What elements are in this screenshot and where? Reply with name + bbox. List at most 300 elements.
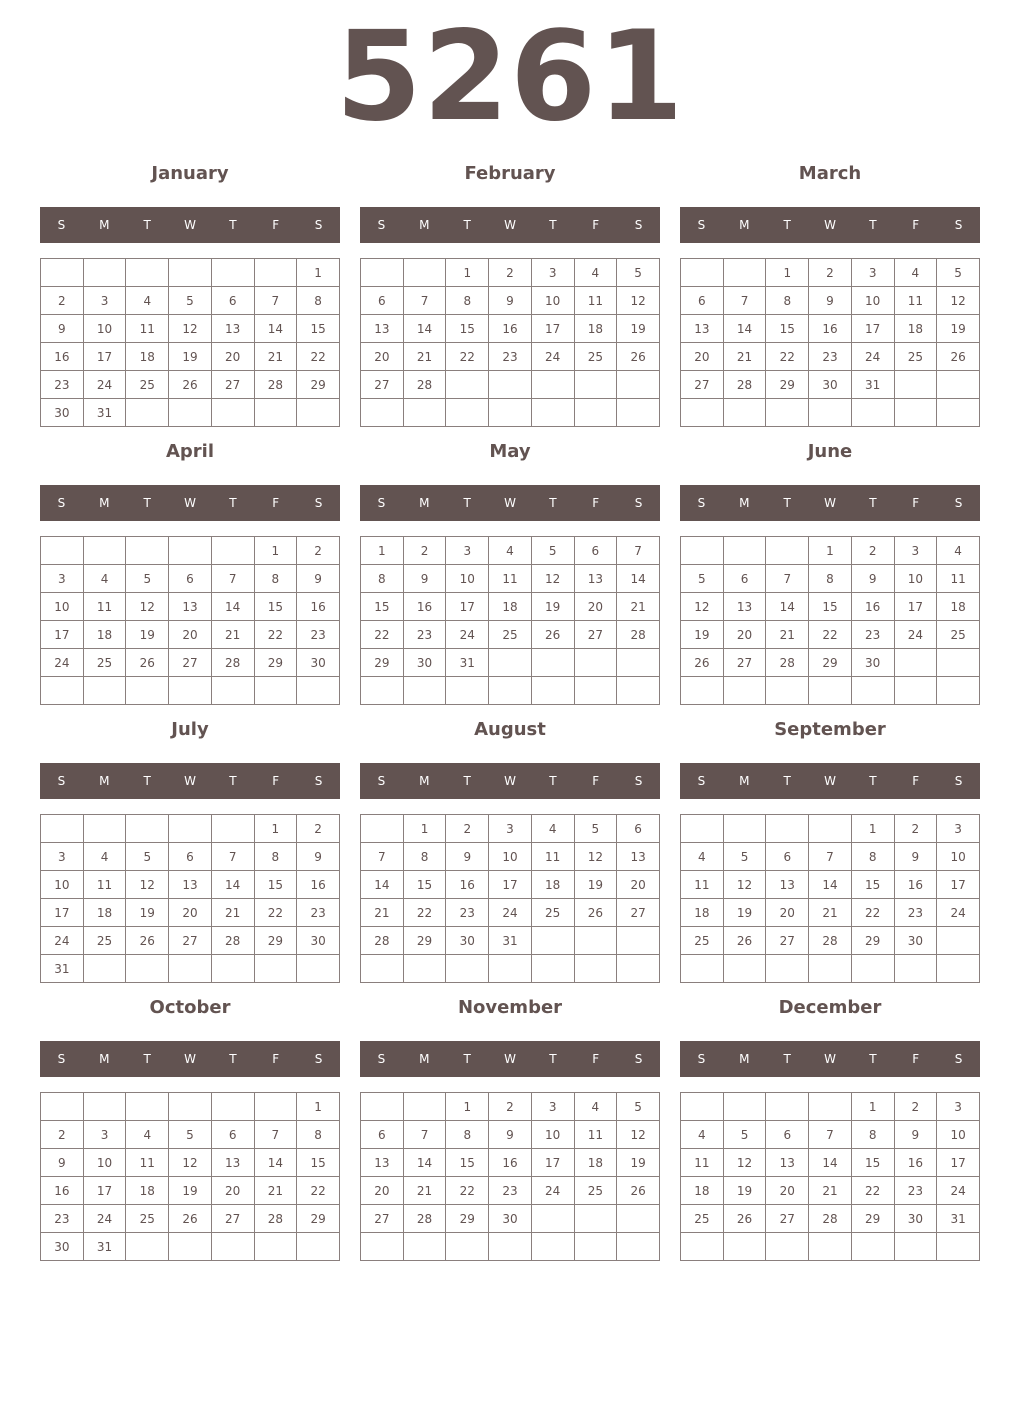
empty-day-cell bbox=[211, 1093, 254, 1121]
day-cell: 10 bbox=[83, 1149, 126, 1177]
empty-day-cell bbox=[681, 955, 724, 983]
day-cell: 25 bbox=[894, 343, 937, 371]
day-cell: 12 bbox=[126, 871, 169, 899]
day-cell: 8 bbox=[254, 565, 297, 593]
empty-day-cell bbox=[403, 1233, 446, 1261]
day-cell: 2 bbox=[489, 1093, 532, 1121]
day-cell: 14 bbox=[361, 871, 404, 899]
day-cell: 18 bbox=[894, 315, 937, 343]
week-row bbox=[681, 621, 980, 649]
weekday-label: F bbox=[912, 774, 920, 788]
day-cell: 8 bbox=[809, 565, 852, 593]
day-cell: 11 bbox=[574, 287, 617, 315]
day-cell: 4 bbox=[681, 843, 724, 871]
day-cell: 9 bbox=[894, 843, 937, 871]
day-cell: 28 bbox=[617, 621, 660, 649]
day-cell: 29 bbox=[254, 927, 297, 955]
week-row bbox=[361, 871, 660, 899]
day-cell: 20 bbox=[211, 343, 254, 371]
weekday-label: T bbox=[549, 218, 557, 232]
days-table bbox=[680, 536, 980, 705]
day-cell: 19 bbox=[617, 1149, 660, 1177]
day-cell: 25 bbox=[531, 899, 574, 927]
weekday-label: S bbox=[57, 496, 66, 510]
empty-day-cell bbox=[723, 259, 766, 287]
day-cell: 13 bbox=[169, 871, 212, 899]
empty-day-cell bbox=[617, 399, 660, 427]
day-cell: 29 bbox=[403, 927, 446, 955]
empty-day-cell bbox=[681, 1233, 724, 1261]
weekday-label: S bbox=[377, 774, 386, 788]
day-cell: 27 bbox=[169, 927, 212, 955]
empty-day-cell bbox=[617, 649, 660, 677]
day-cell: 20 bbox=[169, 621, 212, 649]
day-cell: 5 bbox=[126, 843, 169, 871]
week-row bbox=[361, 677, 660, 705]
month-name: May bbox=[489, 441, 531, 462]
day-cell: 26 bbox=[169, 371, 212, 399]
day-cell: 31 bbox=[851, 371, 894, 399]
day-cell: 24 bbox=[531, 343, 574, 371]
week-row bbox=[41, 621, 340, 649]
day-cell: 28 bbox=[766, 649, 809, 677]
empty-day-cell bbox=[126, 259, 169, 287]
day-cell: 25 bbox=[489, 621, 532, 649]
empty-day-cell bbox=[531, 399, 574, 427]
weekday-label: F bbox=[592, 774, 600, 788]
day-cell: 4 bbox=[126, 1121, 169, 1149]
day-cell: 17 bbox=[937, 871, 980, 899]
empty-day-cell bbox=[446, 371, 489, 399]
day-cell: 11 bbox=[489, 565, 532, 593]
day-cell: 11 bbox=[937, 565, 980, 593]
day-cell: 30 bbox=[41, 1233, 84, 1261]
empty-day-cell bbox=[617, 927, 660, 955]
weekday-label: T bbox=[463, 1052, 471, 1066]
day-cell: 31 bbox=[41, 955, 84, 983]
day-cell: 19 bbox=[723, 1177, 766, 1205]
empty-day-cell bbox=[254, 259, 297, 287]
week-row bbox=[681, 899, 980, 927]
day-cell: 24 bbox=[531, 1177, 574, 1205]
day-cell: 10 bbox=[489, 843, 532, 871]
week-row bbox=[361, 815, 660, 843]
day-cell: 22 bbox=[446, 1177, 489, 1205]
day-cell: 23 bbox=[403, 621, 446, 649]
weekday-label: M bbox=[739, 218, 750, 232]
day-cell: 16 bbox=[489, 315, 532, 343]
day-cell: 9 bbox=[446, 843, 489, 871]
week-row bbox=[361, 927, 660, 955]
weekday-label: S bbox=[954, 1052, 963, 1066]
day-cell: 30 bbox=[894, 927, 937, 955]
day-cell: 9 bbox=[41, 315, 84, 343]
day-cell: 16 bbox=[41, 343, 84, 371]
day-cell: 14 bbox=[403, 315, 446, 343]
day-cell: 27 bbox=[361, 1205, 404, 1233]
empty-day-cell bbox=[894, 399, 937, 427]
day-cell: 28 bbox=[211, 927, 254, 955]
week-row bbox=[41, 399, 340, 427]
weekday-label: T bbox=[869, 774, 877, 788]
day-cell: 15 bbox=[254, 593, 297, 621]
weekday-label: T bbox=[869, 218, 877, 232]
day-cell: 30 bbox=[446, 927, 489, 955]
day-cell: 11 bbox=[83, 871, 126, 899]
day-cell: 14 bbox=[211, 871, 254, 899]
day-cell: 23 bbox=[41, 1205, 84, 1233]
empty-day-cell bbox=[574, 677, 617, 705]
empty-day-cell bbox=[574, 955, 617, 983]
empty-day-cell bbox=[403, 955, 446, 983]
day-cell: 21 bbox=[723, 343, 766, 371]
weekday-label: S bbox=[314, 496, 323, 510]
empty-day-cell bbox=[574, 371, 617, 399]
empty-day-cell bbox=[446, 677, 489, 705]
empty-day-cell bbox=[297, 677, 340, 705]
weekday-label: S bbox=[697, 496, 706, 510]
day-cell: 5 bbox=[169, 287, 212, 315]
day-cell: 31 bbox=[446, 649, 489, 677]
day-cell: 12 bbox=[723, 871, 766, 899]
week-row bbox=[681, 1149, 980, 1177]
day-cell: 9 bbox=[809, 287, 852, 315]
day-cell: 13 bbox=[211, 1149, 254, 1177]
day-cell: 20 bbox=[361, 343, 404, 371]
weekday-label: M bbox=[99, 1052, 110, 1066]
day-cell: 23 bbox=[489, 1177, 532, 1205]
empty-day-cell bbox=[809, 677, 852, 705]
week-row bbox=[361, 287, 660, 315]
day-cell: 28 bbox=[254, 1205, 297, 1233]
day-cell: 1 bbox=[403, 815, 446, 843]
day-cell: 17 bbox=[531, 315, 574, 343]
day-cell: 22 bbox=[809, 621, 852, 649]
day-cell: 26 bbox=[169, 1205, 212, 1233]
week-row bbox=[681, 677, 980, 705]
empty-day-cell bbox=[531, 677, 574, 705]
day-cell: 28 bbox=[211, 649, 254, 677]
day-cell: 5 bbox=[617, 1093, 660, 1121]
days-table bbox=[680, 1092, 980, 1261]
weekday-label: W bbox=[824, 1052, 836, 1066]
weekday-label: S bbox=[57, 774, 66, 788]
empty-day-cell bbox=[809, 1233, 852, 1261]
weekday-label: W bbox=[504, 496, 516, 510]
week-row bbox=[41, 1093, 340, 1121]
empty-day-cell bbox=[531, 955, 574, 983]
day-cell: 10 bbox=[531, 1121, 574, 1149]
day-cell: 23 bbox=[809, 343, 852, 371]
day-cell: 26 bbox=[617, 1177, 660, 1205]
day-cell: 10 bbox=[83, 315, 126, 343]
day-cell: 13 bbox=[766, 871, 809, 899]
empty-day-cell bbox=[83, 259, 126, 287]
empty-day-cell bbox=[211, 677, 254, 705]
week-row bbox=[41, 677, 340, 705]
weekday-label: F bbox=[272, 496, 280, 510]
empty-day-cell bbox=[681, 815, 724, 843]
day-cell: 22 bbox=[851, 899, 894, 927]
weekday-header bbox=[360, 763, 660, 799]
weekday-label: W bbox=[504, 1052, 516, 1066]
day-cell: 24 bbox=[41, 927, 84, 955]
empty-day-cell bbox=[681, 259, 724, 287]
weekday-label: S bbox=[954, 218, 963, 232]
empty-day-cell bbox=[254, 1093, 297, 1121]
empty-day-cell bbox=[937, 955, 980, 983]
day-cell: 6 bbox=[211, 287, 254, 315]
month-name: January bbox=[151, 163, 229, 184]
day-cell: 18 bbox=[531, 871, 574, 899]
empty-day-cell bbox=[361, 677, 404, 705]
weekday-label: S bbox=[57, 218, 66, 232]
day-cell: 10 bbox=[531, 287, 574, 315]
weekday-header bbox=[360, 485, 660, 521]
empty-day-cell bbox=[574, 1233, 617, 1261]
day-cell: 27 bbox=[617, 899, 660, 927]
empty-day-cell bbox=[489, 1233, 532, 1261]
empty-day-cell bbox=[851, 399, 894, 427]
day-cell: 27 bbox=[766, 1205, 809, 1233]
day-cell: 1 bbox=[446, 259, 489, 287]
day-cell: 10 bbox=[937, 1121, 980, 1149]
day-cell: 7 bbox=[403, 1121, 446, 1149]
empty-day-cell bbox=[446, 955, 489, 983]
empty-day-cell bbox=[361, 815, 404, 843]
empty-day-cell bbox=[83, 815, 126, 843]
day-cell: 27 bbox=[681, 371, 724, 399]
empty-day-cell bbox=[169, 1233, 212, 1261]
day-cell: 3 bbox=[851, 259, 894, 287]
day-cell: 24 bbox=[83, 1205, 126, 1233]
day-cell: 6 bbox=[211, 1121, 254, 1149]
day-cell: 6 bbox=[361, 287, 404, 315]
empty-day-cell bbox=[681, 399, 724, 427]
weekday-label: F bbox=[912, 496, 920, 510]
empty-day-cell bbox=[489, 955, 532, 983]
weekday-label: F bbox=[912, 218, 920, 232]
day-cell: 19 bbox=[169, 1177, 212, 1205]
weekday-label: T bbox=[143, 774, 151, 788]
empty-day-cell bbox=[211, 259, 254, 287]
empty-day-cell bbox=[894, 371, 937, 399]
day-cell: 3 bbox=[446, 537, 489, 565]
weekday-label: S bbox=[377, 1052, 386, 1066]
day-cell: 9 bbox=[403, 565, 446, 593]
empty-day-cell bbox=[211, 1233, 254, 1261]
weekday-label: S bbox=[954, 496, 963, 510]
week-row bbox=[361, 1205, 660, 1233]
day-cell: 23 bbox=[297, 899, 340, 927]
week-row bbox=[361, 649, 660, 677]
day-cell: 16 bbox=[446, 871, 489, 899]
day-cell: 13 bbox=[723, 593, 766, 621]
day-cell: 8 bbox=[361, 565, 404, 593]
day-cell: 11 bbox=[126, 315, 169, 343]
day-cell: 3 bbox=[41, 565, 84, 593]
day-cell: 1 bbox=[361, 537, 404, 565]
day-cell: 30 bbox=[851, 649, 894, 677]
day-cell: 1 bbox=[851, 1093, 894, 1121]
day-cell: 11 bbox=[681, 1149, 724, 1177]
weekday-label: M bbox=[419, 774, 430, 788]
day-cell: 20 bbox=[723, 621, 766, 649]
month-name: October bbox=[149, 997, 231, 1018]
day-cell: 8 bbox=[297, 1121, 340, 1149]
day-cell: 7 bbox=[809, 843, 852, 871]
empty-day-cell bbox=[574, 1205, 617, 1233]
day-cell: 27 bbox=[766, 927, 809, 955]
day-cell: 13 bbox=[766, 1149, 809, 1177]
day-cell: 11 bbox=[126, 1149, 169, 1177]
empty-day-cell bbox=[809, 955, 852, 983]
week-row bbox=[41, 1233, 340, 1261]
empty-day-cell bbox=[723, 1233, 766, 1261]
day-cell: 28 bbox=[809, 1205, 852, 1233]
day-cell: 30 bbox=[41, 399, 84, 427]
week-row bbox=[361, 593, 660, 621]
empty-day-cell bbox=[937, 649, 980, 677]
empty-day-cell bbox=[531, 1233, 574, 1261]
day-cell: 7 bbox=[766, 565, 809, 593]
week-row bbox=[681, 927, 980, 955]
day-cell: 12 bbox=[723, 1149, 766, 1177]
empty-day-cell bbox=[851, 1233, 894, 1261]
day-cell: 4 bbox=[83, 843, 126, 871]
empty-day-cell bbox=[937, 927, 980, 955]
week-row bbox=[41, 259, 340, 287]
empty-day-cell bbox=[809, 815, 852, 843]
day-cell: 18 bbox=[489, 593, 532, 621]
day-cell: 17 bbox=[531, 1149, 574, 1177]
day-cell: 18 bbox=[681, 1177, 724, 1205]
day-cell: 31 bbox=[489, 927, 532, 955]
day-cell: 7 bbox=[361, 843, 404, 871]
day-cell: 15 bbox=[446, 315, 489, 343]
day-cell: 5 bbox=[723, 843, 766, 871]
day-cell: 5 bbox=[617, 259, 660, 287]
days-table bbox=[680, 814, 980, 983]
day-cell: 5 bbox=[723, 1121, 766, 1149]
weekday-label: W bbox=[184, 218, 196, 232]
week-row bbox=[361, 565, 660, 593]
day-cell: 14 bbox=[809, 1149, 852, 1177]
day-cell: 24 bbox=[937, 1177, 980, 1205]
weekday-label: S bbox=[697, 1052, 706, 1066]
day-cell: 25 bbox=[83, 649, 126, 677]
day-cell: 25 bbox=[937, 621, 980, 649]
day-cell: 12 bbox=[574, 843, 617, 871]
month-name: November bbox=[457, 997, 563, 1018]
day-cell: 13 bbox=[681, 315, 724, 343]
day-cell: 19 bbox=[723, 899, 766, 927]
day-cell: 1 bbox=[297, 259, 340, 287]
empty-day-cell bbox=[723, 955, 766, 983]
empty-day-cell bbox=[531, 649, 574, 677]
day-cell: 18 bbox=[681, 899, 724, 927]
day-cell: 28 bbox=[361, 927, 404, 955]
week-row bbox=[681, 843, 980, 871]
day-cell: 2 bbox=[446, 815, 489, 843]
empty-day-cell bbox=[41, 677, 84, 705]
day-cell: 10 bbox=[851, 287, 894, 315]
day-cell: 23 bbox=[489, 343, 532, 371]
day-cell: 26 bbox=[531, 621, 574, 649]
empty-day-cell bbox=[211, 815, 254, 843]
day-cell: 11 bbox=[574, 1121, 617, 1149]
day-cell: 29 bbox=[254, 649, 297, 677]
weekday-header bbox=[40, 1041, 340, 1077]
empty-day-cell bbox=[83, 1093, 126, 1121]
day-cell: 29 bbox=[809, 649, 852, 677]
day-cell: 24 bbox=[851, 343, 894, 371]
day-cell: 3 bbox=[937, 1093, 980, 1121]
day-cell: 5 bbox=[681, 565, 724, 593]
day-cell: 5 bbox=[531, 537, 574, 565]
day-cell: 22 bbox=[297, 343, 340, 371]
day-cell: 16 bbox=[489, 1149, 532, 1177]
day-cell: 19 bbox=[574, 871, 617, 899]
day-cell: 4 bbox=[126, 287, 169, 315]
day-cell: 14 bbox=[766, 593, 809, 621]
day-cell: 11 bbox=[531, 843, 574, 871]
weekday-header bbox=[40, 763, 340, 799]
weekday-label: S bbox=[314, 1052, 323, 1066]
week-row bbox=[681, 287, 980, 315]
day-cell: 3 bbox=[489, 815, 532, 843]
week-row bbox=[361, 1233, 660, 1261]
day-cell: 24 bbox=[937, 899, 980, 927]
day-cell: 23 bbox=[894, 899, 937, 927]
weekday-label: T bbox=[783, 774, 791, 788]
day-cell: 14 bbox=[809, 871, 852, 899]
day-cell: 15 bbox=[403, 871, 446, 899]
day-cell: 6 bbox=[169, 565, 212, 593]
week-row bbox=[361, 1149, 660, 1177]
day-cell: 6 bbox=[766, 1121, 809, 1149]
day-cell: 15 bbox=[361, 593, 404, 621]
day-cell: 15 bbox=[851, 871, 894, 899]
weekday-header bbox=[360, 1041, 660, 1077]
day-cell: 25 bbox=[126, 371, 169, 399]
day-cell: 13 bbox=[361, 1149, 404, 1177]
weekday-label: F bbox=[592, 218, 600, 232]
day-cell: 15 bbox=[809, 593, 852, 621]
day-cell: 3 bbox=[41, 843, 84, 871]
empty-day-cell bbox=[851, 677, 894, 705]
week-row bbox=[41, 1177, 340, 1205]
empty-day-cell bbox=[403, 677, 446, 705]
day-cell: 21 bbox=[617, 593, 660, 621]
days-table bbox=[360, 536, 660, 705]
day-cell: 10 bbox=[446, 565, 489, 593]
day-cell: 5 bbox=[169, 1121, 212, 1149]
day-cell: 7 bbox=[211, 565, 254, 593]
empty-day-cell bbox=[894, 955, 937, 983]
day-cell: 8 bbox=[851, 843, 894, 871]
day-cell: 4 bbox=[681, 1121, 724, 1149]
weekday-label: S bbox=[697, 218, 706, 232]
empty-day-cell bbox=[766, 1093, 809, 1121]
weekday-label: F bbox=[272, 1052, 280, 1066]
month-name: July bbox=[171, 719, 209, 740]
weekday-header bbox=[680, 1041, 980, 1077]
day-cell: 17 bbox=[446, 593, 489, 621]
day-cell: 14 bbox=[254, 1149, 297, 1177]
days-table bbox=[680, 258, 980, 427]
day-cell: 12 bbox=[681, 593, 724, 621]
